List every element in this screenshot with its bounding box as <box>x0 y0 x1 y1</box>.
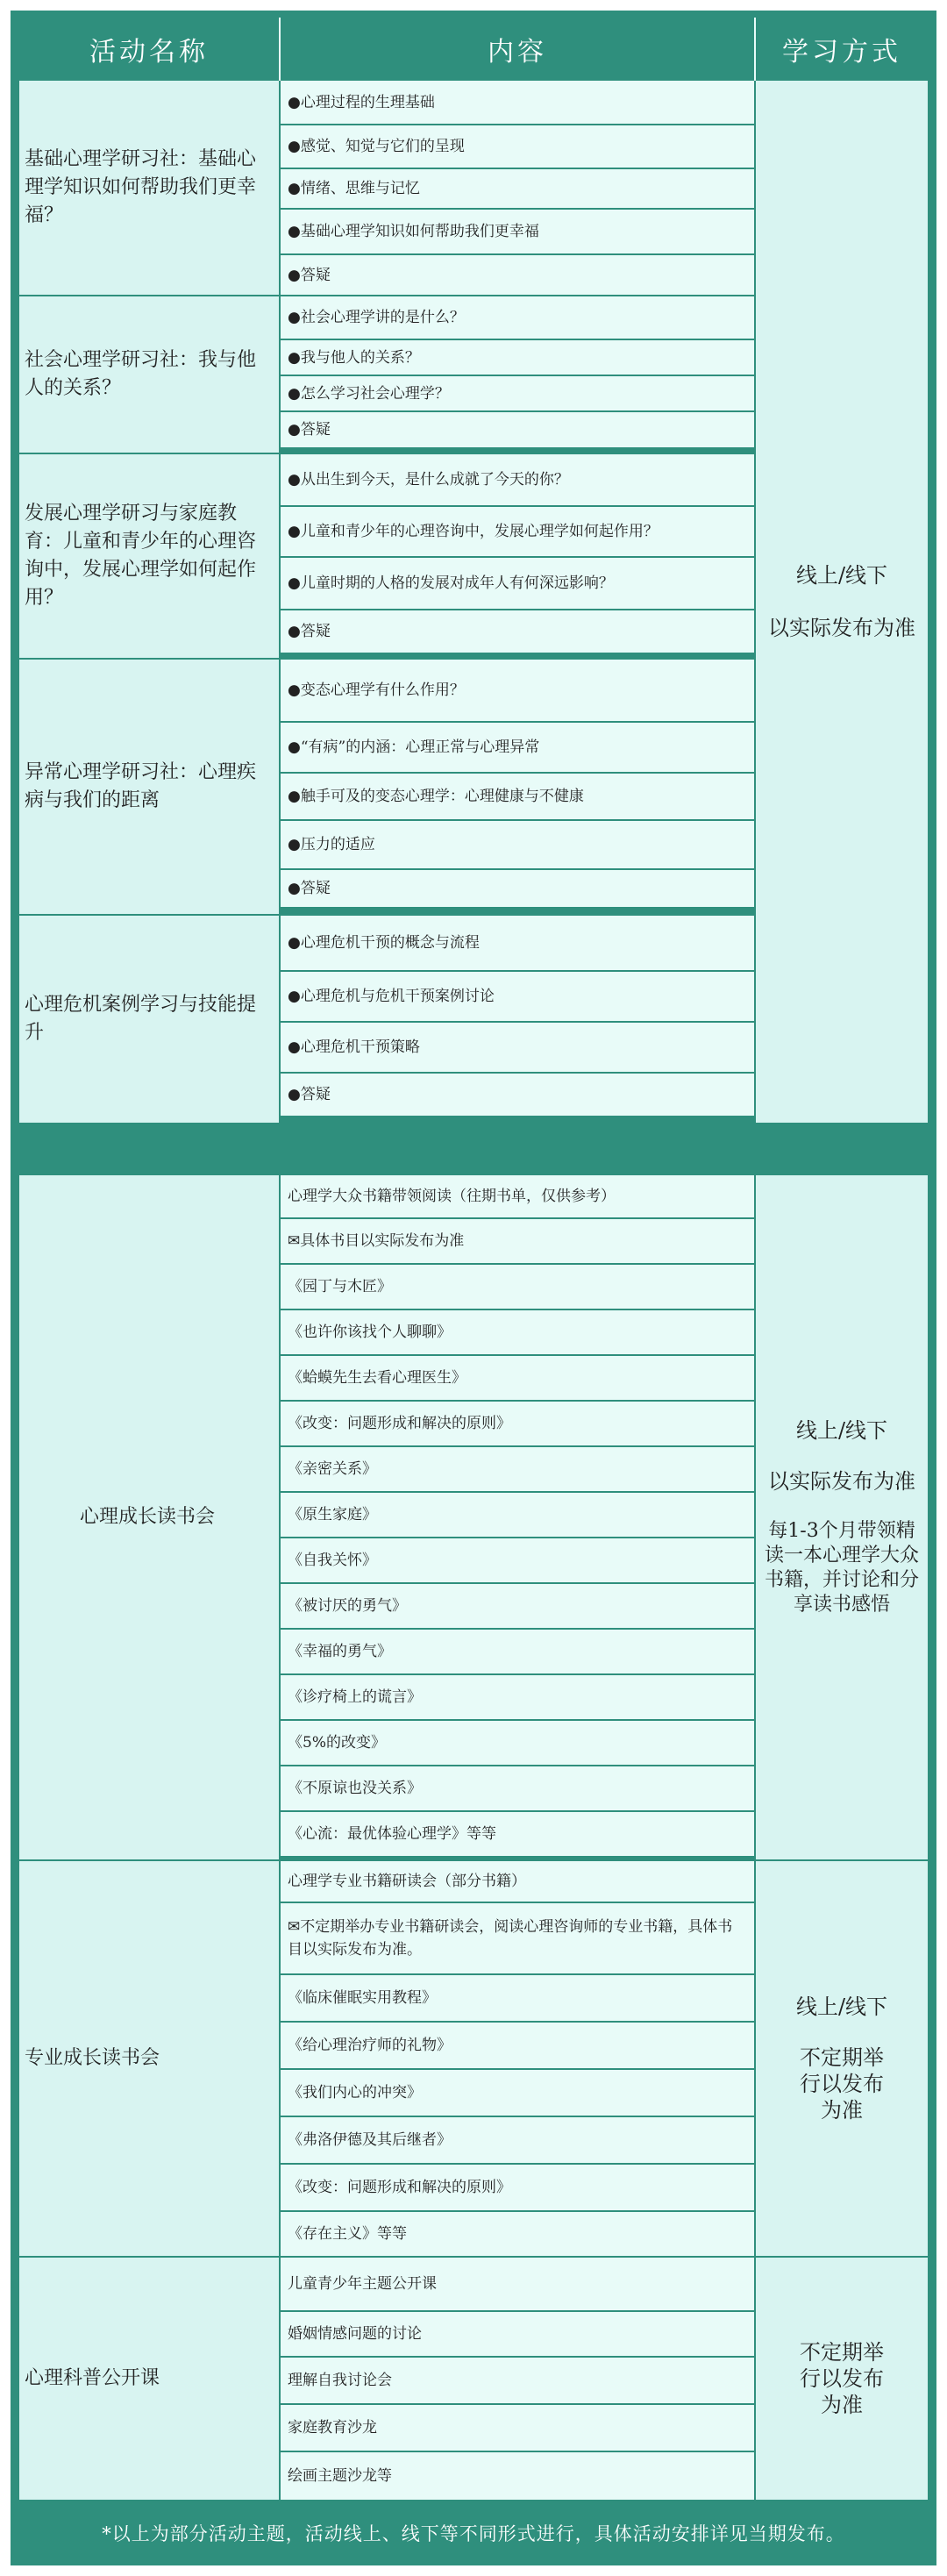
list-item: ●怎么学习社会心理学？ <box>281 376 754 412</box>
content-list <box>281 454 756 658</box>
list-item: ●心理危机干预的概念与流程 <box>281 916 754 972</box>
list-item: ●“有病”的内涵：心理正常与心理异常 <box>281 723 754 774</box>
list-item: 《我们内心的冲突》 <box>281 2070 754 2117</box>
list-item: ●压力的适应 <box>281 821 754 870</box>
activity-name: 心理科普公开课 <box>19 2258 281 2500</box>
section-social-psychology <box>19 295 756 453</box>
list-item: ●我与他人的关系？ <box>281 340 754 376</box>
list-item: 《弗洛伊德及其后继者》 <box>281 2117 754 2165</box>
content-list <box>281 1175 756 1859</box>
header-activity-name: 活动名称 <box>19 18 281 81</box>
list-item: 心理学专业书籍研读会（部分书籍） <box>281 1861 754 1903</box>
list-item: ●变态心理学有什么作用？ <box>281 660 754 723</box>
section-growth-reading-club <box>19 1174 928 1859</box>
section-basic-psychology <box>19 81 756 295</box>
list-item: 《改变：问题形成和解决的原则》 <box>281 1402 754 1447</box>
content-list <box>281 660 756 914</box>
list-item: 《临床催眠实用教程》 <box>281 1975 754 2023</box>
content-list <box>281 296 756 453</box>
list-item: 《蛤蟆先生去看心理医生》 <box>281 1356 754 1402</box>
list-item: 《幸福的勇气》 <box>281 1630 754 1675</box>
list-item: ●答疑 <box>281 610 754 653</box>
section-popular-science <box>19 2256 928 2500</box>
list-item: 《原生家庭》 <box>281 1493 754 1538</box>
table-frame <box>11 11 936 2565</box>
list-item: ●感觉、知觉与它们的呈现 <box>281 125 754 169</box>
list-item: 《被讨厌的勇气》 <box>281 1584 754 1630</box>
study-mode <box>756 2258 928 2500</box>
list-item: 儿童青少年主题公开课 <box>281 2258 754 2312</box>
mode-line: 以实际发布为准 <box>768 616 915 640</box>
activity-name: 心理危机案例学习与技能提升 <box>19 916 281 1123</box>
list-item: 《心流：最优体验心理学》等等 <box>281 1812 754 1856</box>
study-mode-shared <box>756 81 928 1123</box>
list-item: ●儿童和青少年的心理咨询中，发展心理学如何起作用？ <box>281 507 754 558</box>
section-developmental-psychology <box>19 453 756 658</box>
list-item: 《存在主义》等等 <box>281 2212 754 2256</box>
list-item: 《园丁与木匠》 <box>281 1265 754 1310</box>
list-item: 《亲密关系》 <box>281 1447 754 1493</box>
list-item: 《不原谅也没关系》 <box>281 1766 754 1812</box>
list-item: ✉不定期举办专业书籍研读会，阅读心理咨询师的专业书籍，具体书目以实际发布为准。 <box>281 1903 754 1975</box>
content-list <box>281 1861 756 2256</box>
list-item: ●答疑 <box>281 870 754 907</box>
header-row <box>19 18 928 81</box>
list-item: ●答疑 <box>281 412 754 447</box>
list-item: 《自我关怀》 <box>281 1538 754 1584</box>
list-item: ●心理危机干预策略 <box>281 1023 754 1074</box>
mode-line: 线上/线下 <box>795 1994 888 2019</box>
mode-line: 不定期举行以发布为准 <box>800 2045 884 2123</box>
list-item: ●社会心理学讲的是什么？ <box>281 296 754 340</box>
mode-line: 每1-3个月带领精读一本心理学大众书籍，并讨论和分享读书感悟 <box>764 1520 919 1616</box>
list-item: 婚姻情感问题的讨论 <box>281 2312 754 2358</box>
footer-note: *以上为部分活动主题，活动线上、线下等不同形式进行，具体活动安排详见当期发布。 <box>102 2523 845 2544</box>
activity-name: 异常心理学研习社：心理疾病与我们的距离 <box>19 660 281 914</box>
header-study-mode: 学习方式 <box>756 18 928 81</box>
activity-name: 心理成长读书会 <box>19 1175 281 1859</box>
section-abnormal-psychology <box>19 658 756 914</box>
content-list <box>281 2258 756 2500</box>
list-item: 家庭教育沙龙 <box>281 2405 754 2452</box>
list-item: ✉具体书目以实际发布为准 <box>281 1219 754 1265</box>
mode-line: 线上/线下 <box>795 563 888 588</box>
list-item: ●儿童时期的人格的发展对成年人有何深远影响？ <box>281 558 754 610</box>
list-item: ●答疑 <box>281 1074 754 1116</box>
list-item: 心理学大众书籍带领阅读（往期书单，仅供参考） <box>281 1175 754 1219</box>
list-item: 《也许你该找个人聊聊》 <box>281 1310 754 1356</box>
section-professional-reading-club <box>19 1859 928 2256</box>
mode-line: 线上/线下 <box>795 1418 888 1443</box>
top-block-rows <box>19 81 756 1123</box>
list-item: 绘画主题沙龙等 <box>281 2452 754 2500</box>
list-item: 《给心理治疗师的礼物》 <box>281 2023 754 2070</box>
header-content: 内容 <box>281 18 756 81</box>
content-list <box>281 916 756 1123</box>
activity-name: 社会心理学研习社：我与他人的关系？ <box>19 296 281 453</box>
activity-name: 发展心理学研习与家庭教育：儿童和青少年的心理咨询中，发展心理学如何起作用？ <box>19 454 281 658</box>
list-item: 《改变：问题形成和解决的原则》 <box>281 2165 754 2212</box>
content-list <box>281 81 756 295</box>
section-crisis-intervention <box>19 914 756 1123</box>
list-item: 理解自我讨论会 <box>281 2358 754 2405</box>
study-mode <box>756 1861 928 2256</box>
list-item: 《5%的改变》 <box>281 1721 754 1766</box>
study-mode <box>756 1175 928 1859</box>
list-item: ●答疑 <box>281 255 754 295</box>
list-item: ●从出生到今天，是什么成就了今天的你？ <box>281 454 754 507</box>
list-item: ●心理过程的生理基础 <box>281 81 754 125</box>
list-item: 《诊疗椅上的谎言》 <box>281 1675 754 1721</box>
mode-line: 不定期举行以发布为准 <box>800 2340 884 2417</box>
activity-name: 专业成长读书会 <box>19 1861 281 2256</box>
mode-line: 以实际发布为准 <box>768 1469 915 1494</box>
list-item: ●触手可及的变态心理学：心理健康与不健康 <box>281 774 754 821</box>
top-block <box>19 81 928 1123</box>
list-item: ●心理危机与危机干预案例讨论 <box>281 972 754 1023</box>
list-item: ●基础心理学知识如何帮助我们更幸福 <box>281 210 754 255</box>
list-item: ●情绪、思维与记忆 <box>281 169 754 210</box>
activity-name: 基础心理学研习社：基础心理学知识如何帮助我们更幸福？ <box>19 81 281 295</box>
